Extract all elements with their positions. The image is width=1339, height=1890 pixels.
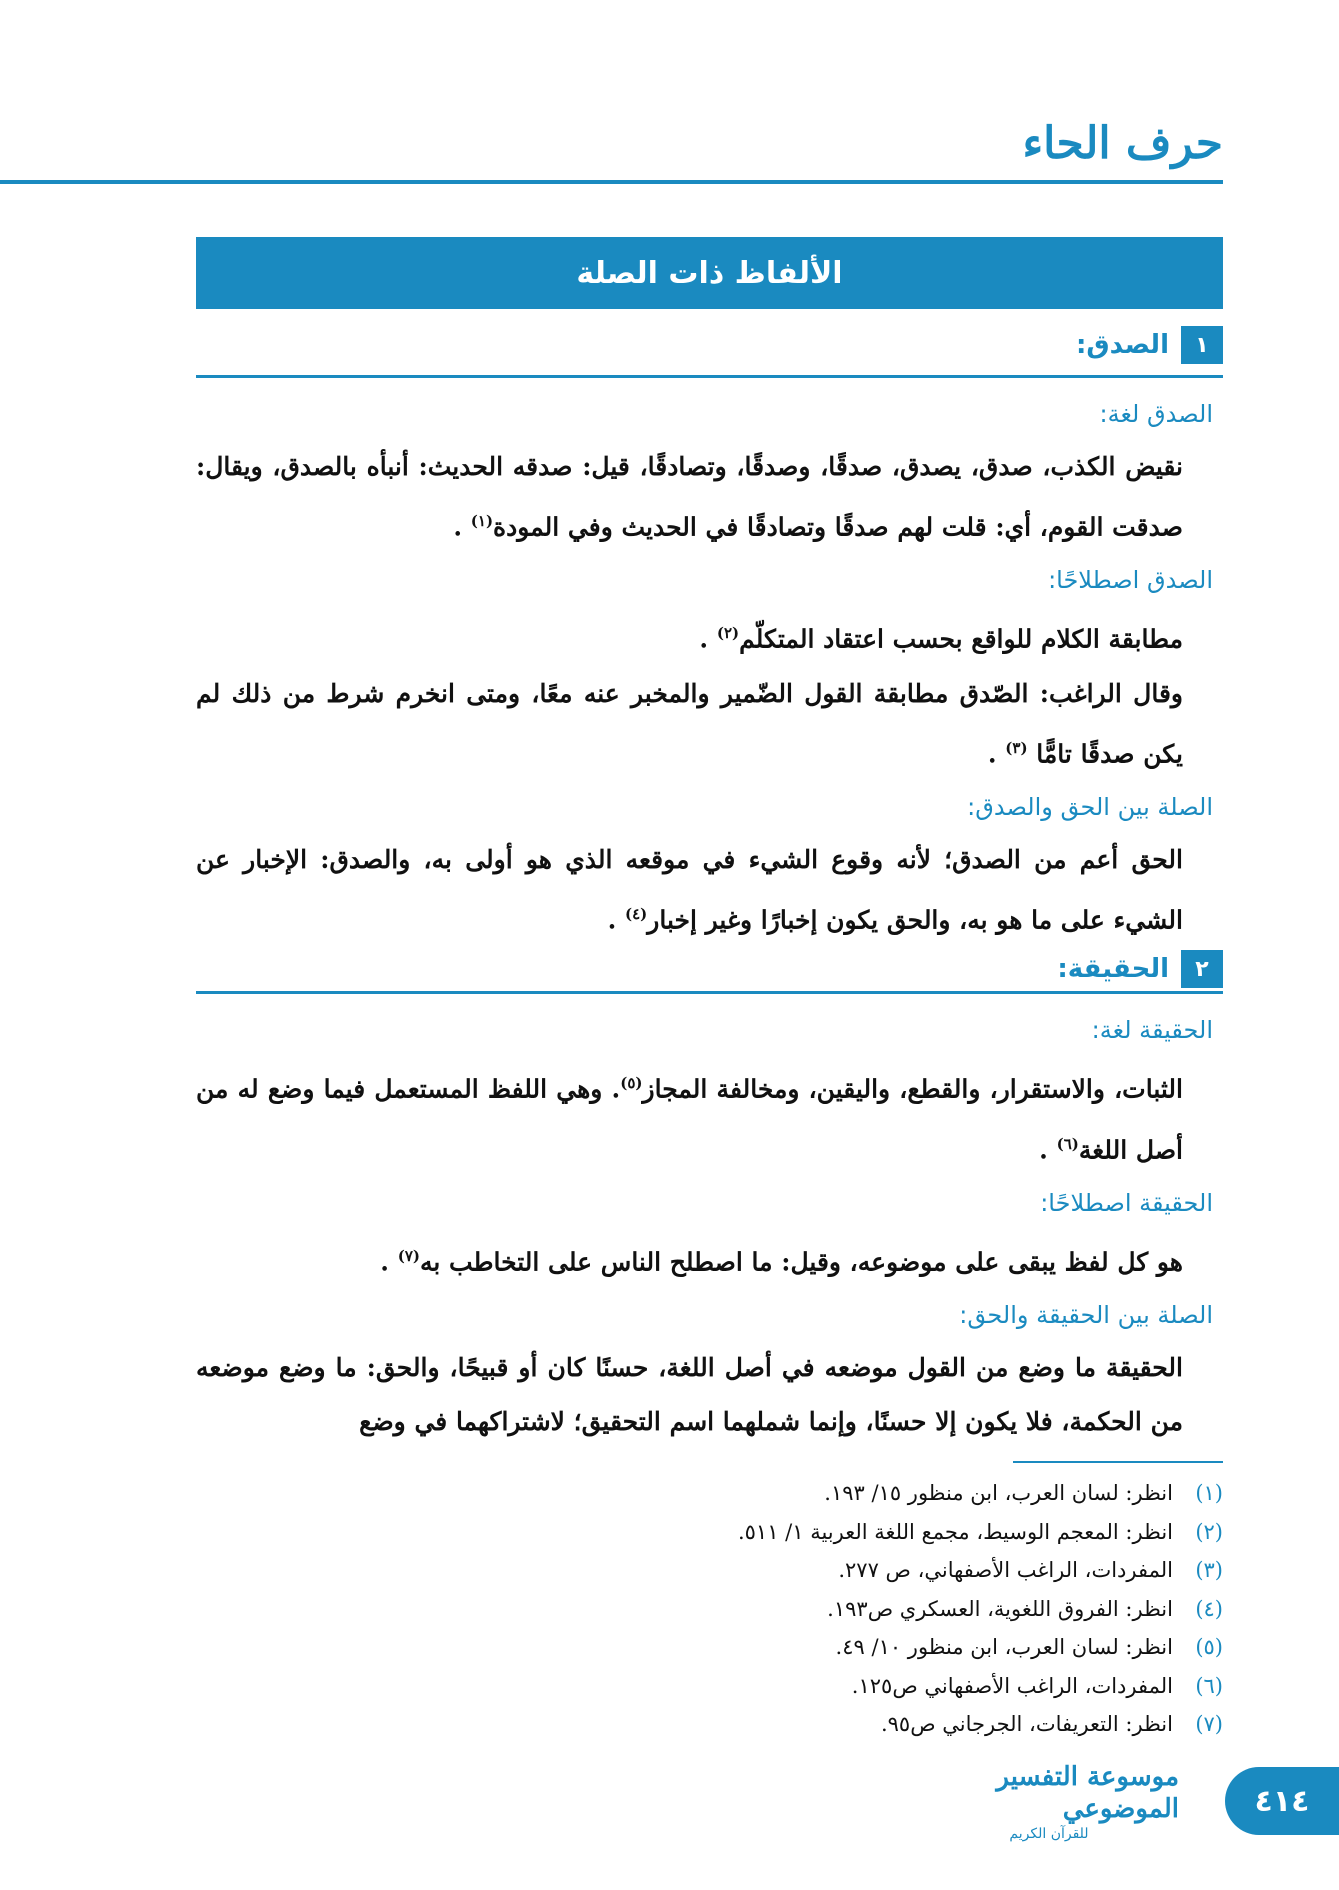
footnote-number: (٤) [1195,1596,1223,1621]
section-title-1: الصدق: [1076,330,1169,360]
paragraph: مطابقة الكلام للواقع بحسب اعتقاد المتكلّم$^{(٢)}$ . [699,624,1183,654]
footnote-number: (٦) [1195,1673,1223,1698]
footnote-number: (٣) [1195,1558,1223,1582]
footnote-text: انظر: المعجم الوسيط، مجمع اللغة العربية ١/ ٥١١. [737,1519,1173,1544]
section-heading-2 [196,947,1223,994]
sub-heading: الحقيقة لغة: [1091,1016,1213,1045]
chapter-title: حرف الحاء [1022,118,1223,169]
footnote-item [196,1590,1223,1629]
footnote-item [196,1628,1223,1667]
page-footer [0,1762,1339,1842]
footnote-text: انظر: لسان العرب، ابن منظور ١٠/ ٤٩. [835,1635,1173,1659]
footnote-ref[interactable]: (٤) [625,904,648,923]
banner-title: الألفاظ ذات الصلة [576,255,843,291]
main-content [196,315,1223,1449]
paragraph: نقيض الكذب، صدق، يصدق، صدقًا، وصدقًا، وتصادقًا، قيل: صدقه الحديث: أنبأه بالصدق، ويقال: صدقت القوم، أي: قلت لهم صدقًا وتصادقًا في الحديث وفي المودة$^{(١)}$ . [196,452,1183,542]
sub-heading: الصدق لغة: [1099,400,1213,428]
sub-heading: الحقيقة اصطلاحًا: [1040,1188,1213,1217]
paragraph: وقال الراغب: الصّدق مطابقة القول الضّمير والمخبر عنه معًا، ومتى انخرم شرط من ذلك لم يكن صدقًا تامًّا $^{(٣)}$ . [196,678,1183,768]
logo-main-text: موسوعة التفسير الموضوعي [996,1762,1179,1824]
encyclopedia-logo [919,1762,1179,1842]
paragraph: هو كل لفظ يبقى على موضوعه، وقيل: ما اصطلح الناس على التخاطب به$^{(٧)}$ . [380,1246,1183,1277]
section-number-1: ١ [1181,326,1223,364]
section-number-2: ٢ [1181,950,1223,988]
footnote-ref[interactable]: (٥) [620,1074,643,1093]
header-rule [0,180,1223,184]
footnote-text: المفردات، الراغب الأصفهاني ص١٢٥. [851,1673,1173,1698]
footnote-item [196,1551,1223,1590]
page-number: ٤١٤ [1225,1767,1339,1835]
footnote-ref[interactable]: (٧) [397,1246,420,1265]
footnote-number: (٧) [1195,1712,1223,1736]
footnote-ref[interactable]: (٦) [1056,1134,1079,1153]
section-heading-1 [196,315,1223,378]
footnote-ref[interactable]: (٣) [1005,738,1028,757]
footnote-item [196,1513,1223,1552]
sub-heading: الصدق اصطلاحًا: [1048,566,1213,595]
sub-heading: الصلة بين الحقيقة والحق: [959,1301,1213,1330]
footnote-text: انظر: التعريفات، الجرجاني ص٩٥. [880,1712,1173,1736]
paragraph: الثبات، والاستقرار، والقطع، واليقين، ومخالفة المجاز$^{(٥)}$. وهي اللفظ المستعمل فيما وضع له من أصل اللغة$^{(٦)}$ . [196,1074,1183,1164]
footnote-item [196,1705,1223,1744]
footnote-text: المفردات، الراغب الأصفهاني، ص ٢٧٧. [838,1558,1173,1582]
footnote-divider [1013,1461,1223,1463]
footnote-number: (١) [1195,1481,1223,1505]
footnotes [196,1474,1223,1744]
footnote-ref[interactable]: (٢) [716,624,740,643]
paragraph: الحق أعم من الصدق؛ لأنه وقوع الشيء في موقعه الذي هو أولى به، والصدق: الإخبار عن الشيء على ما هو به، والحق يكون إخبارًا وغير إخبار$^{(٤)}$ . [196,844,1183,935]
sub-heading: الصلة بين الحق والصدق: [967,792,1213,821]
paragraph: الحقيقة ما وضع من القول موضعه في أصل اللغة، حسنًا كان أو قبيحًا، والحق: ما وضع موضعه من الحكمة، فلا يكون إلا حسنًا، وإنما شملهما اسم التحقيق؛ لاشتراكهما في وضع [196,1353,1183,1437]
footnote-number: (٥) [1195,1635,1223,1659]
footnote-item [196,1667,1223,1706]
footnote-ref[interactable]: (١) [470,512,494,530]
footnote-text: انظر: لسان العرب، ابن منظور ١٥/ ١٩٣. [824,1481,1173,1505]
footnote-item [196,1474,1223,1513]
footnote-text: انظر: الفروق اللغوية، العسكري ص١٩٣. [827,1596,1173,1621]
footnote-number: (٢) [1195,1519,1223,1544]
logo-sub-text: للقرآن الكريم [1009,1826,1089,1842]
section-banner [196,237,1223,309]
section-title-2: الحقيقة: [1057,954,1169,985]
